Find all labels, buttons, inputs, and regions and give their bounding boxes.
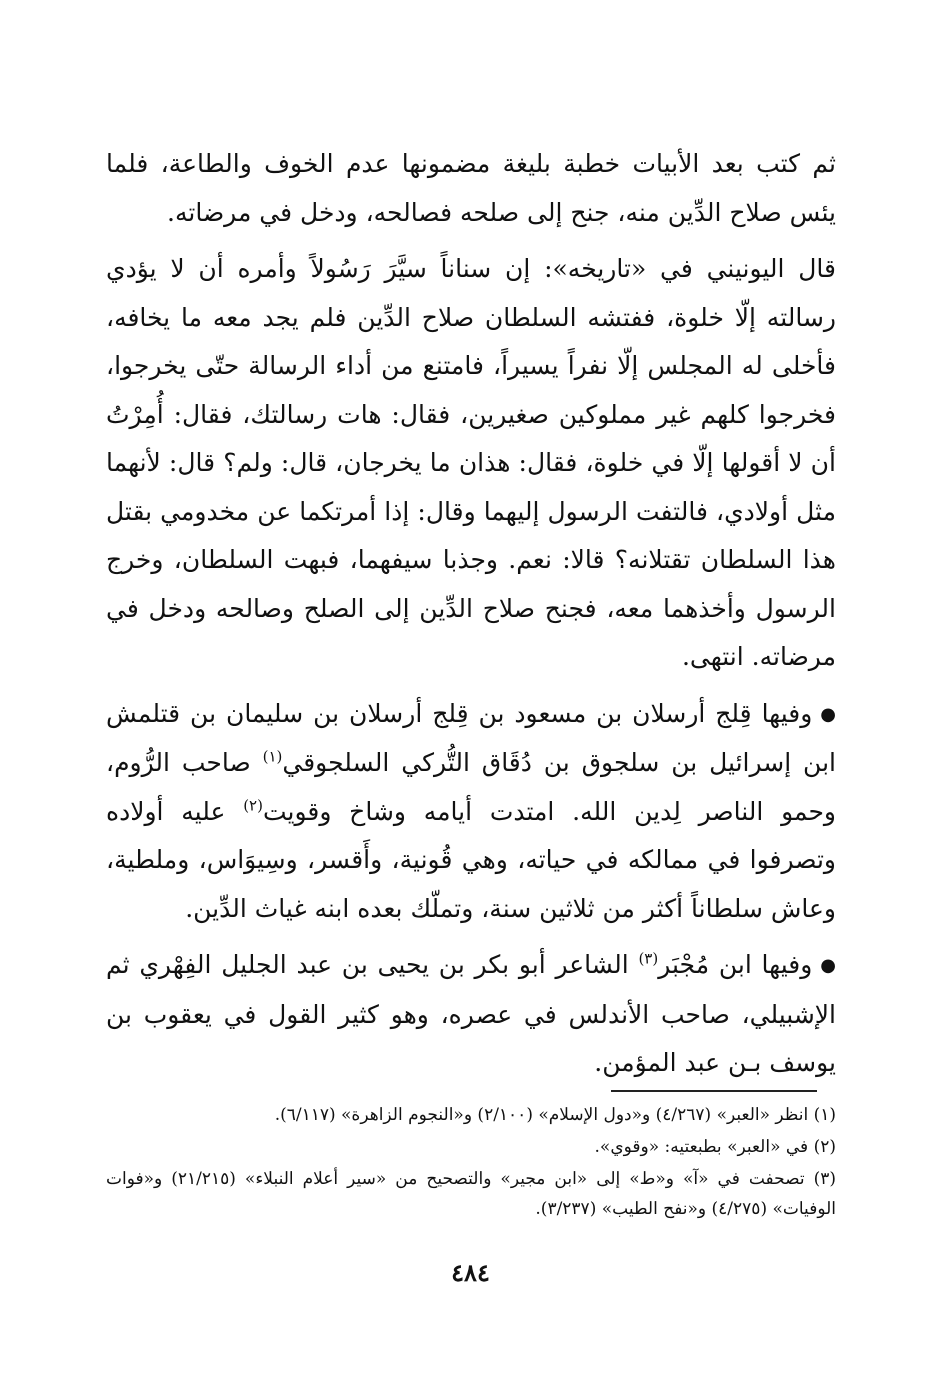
- bullet-icon: ●: [820, 703, 836, 725]
- footnote-ref[interactable]: (٢): [243, 796, 263, 815]
- entry-text: وفيها ابن مُجْبَر: [658, 950, 813, 979]
- entry-text: الشاعر أبو بكر بن يحيى بن عبد الجليل الفِهْري ثم الإشبيلي، صاحب الأندلس في عصره، وهو كثير القول في يعقوب بن يوسف بـن عبد المؤمن.: [106, 950, 836, 1077]
- footnote-divider: [611, 1090, 817, 1092]
- entry-text: وفيها قِلج أرسلان بن مسعود بن قِلج أرسلان بن سليمان بن قتلمش ابن إسرائيل بن سلجوق بن دُقَاق التُّركي السلجوقي: [106, 698, 836, 777]
- entry-text: صاحب الرُّوم، وحمو الناصر لِدين الله. امتدت أيامه وشاخ وقويت: [106, 748, 836, 826]
- paragraph: ثم كتب بعد الأبيات خطبة بليغة مضمونها عدم الخوف والطاعة، فلما يئس صلاح الدِّين منه، جنح إلى صلحه فصالحه، ودخل في مرضاته.: [106, 149, 836, 227]
- page-number: ٤٨٤: [451, 1258, 490, 1287]
- paragraph: قال اليونيني في «تاريخه»: إن سناناً سيَّرَ رَسُولاً وأمره أن لا يؤدي رسالته إلّا خلوة، ففتشه السلطان صلاح الدِّين فلم يجد معه ما يخافه، فأخلى له المجلس إلّا نفراً يسيراً، فامتنع من أداء الرسالة حتّى يخرجوا، فخرجوا كلهم غير مملوكين صغيرين، فقال: هات رسالتك، فقال: أُمِرْتُ أن لا أقولها إلّا في خلوة، فقال: هذان ما يخرجان، قال: ولم؟ قال: لأنهما مثل أولادي، فالتفت الرسول إليهما وقال: إذا أمرتكما عن مخدومي بقتل هذا السلطان تقتلانه؟ قالا: نعم. وجذبا سيفهما، فبهت السلطان، وخرج الرسول وأخذهما معه، فجنح صلاح الدِّين إلى الصلح وصالحه ودخل في مرضاته. انتهى.: [106, 254, 836, 671]
- footnote: (٣) تصحفت في «آ» و«ط» إلى «ابن مجير» والتصحيح من «سير أعلام النبلاء» (٢١/٢١٥) و«فوات الوفيات» (٤/٢٧٥) و«نفح الطيب» (٣/٢٣٧).: [106, 1169, 836, 1219]
- page-body: [106, 140, 836, 1088]
- footnote: (١) انظر «العبر» (٤/٢٦٧) و«دول الإسلام» (٢/١٠٠) و«النجوم الزاهرة» (٦/١١٧).: [274, 1105, 836, 1125]
- footnote: (٢) في «العبر» بطبعتيه: «وقوي».: [594, 1137, 836, 1157]
- main-text: [106, 140, 836, 1088]
- footnote-ref[interactable]: (١): [262, 747, 283, 766]
- footnotes: [106, 1100, 836, 1224]
- entry-ibn-mujbar: [106, 941, 836, 1088]
- entry-qilij-arslan: [106, 690, 836, 934]
- bullet-icon: ●: [820, 955, 836, 976]
- entry-text: عليه أولاده وتصرفوا في ممالكه في حياته، وهي قُونية، وأَقسر، وسِيوَاس، وملطية، وعاش سلطاناً أكثر من ثلاثين سنة، وتملّك بعده ابنه غياث الدِّين.: [106, 796, 836, 923]
- footnote-ref[interactable]: (٣): [638, 949, 659, 968]
